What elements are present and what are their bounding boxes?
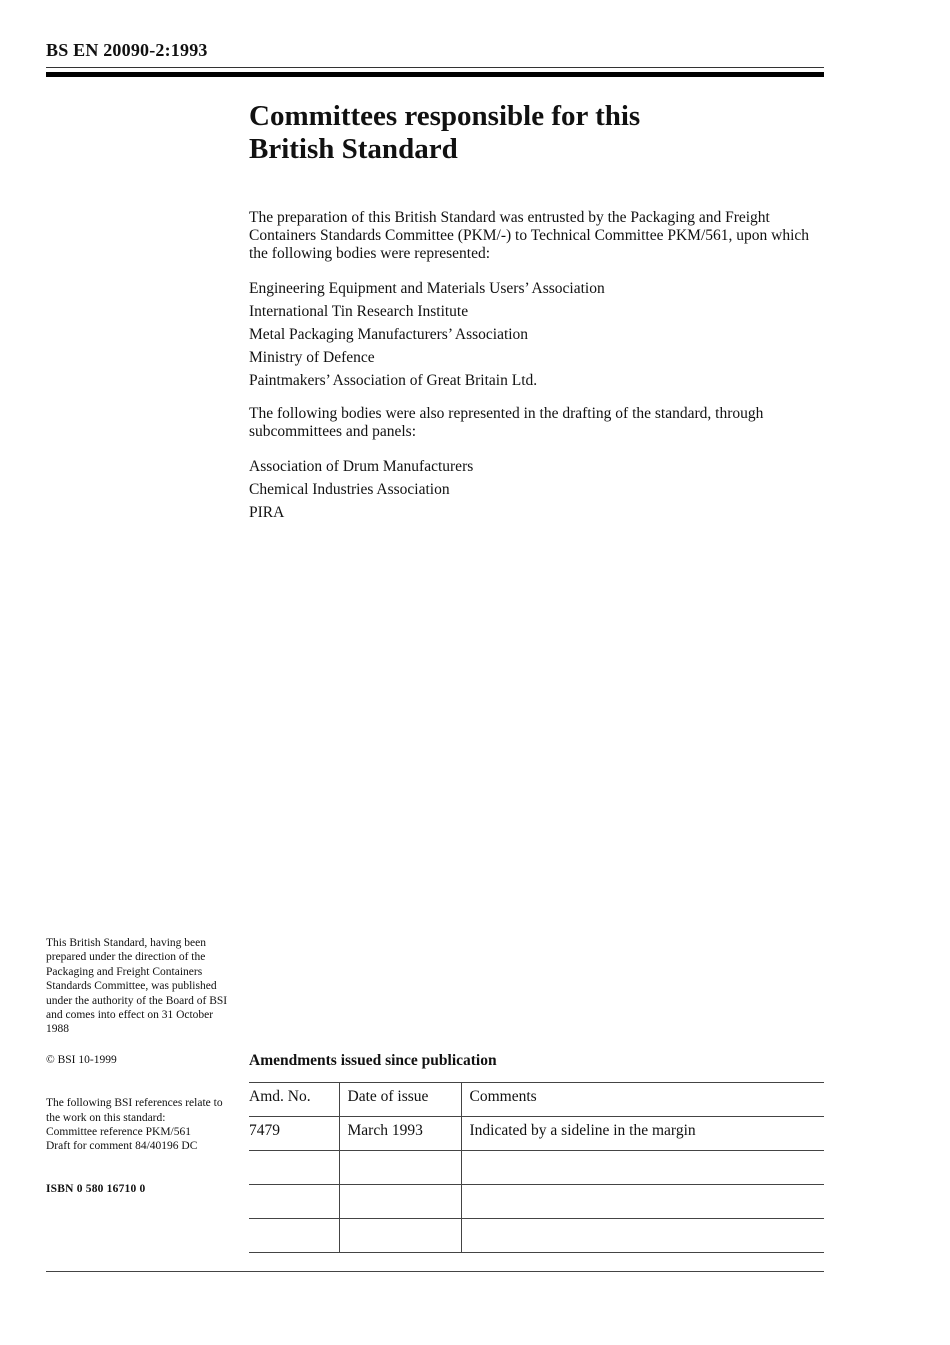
amendments-title: Amendments issued since publication <box>249 1052 497 1069</box>
list-item: Metal Packaging Manufacturers’ Association <box>249 326 529 343</box>
header-rule-thick <box>46 72 824 77</box>
amd-no-cell <box>249 1185 339 1219</box>
column-header-comments: Comments <box>461 1083 824 1117</box>
table-header-row <box>249 1083 824 1117</box>
list-item: International Tin Research Institute <box>249 303 469 320</box>
bsi-references <box>46 1096 236 1154</box>
comments-cell <box>461 1151 824 1185</box>
comments-cell <box>461 1185 824 1219</box>
column-header-amd-no: Amd. No. <box>249 1083 339 1117</box>
date-cell <box>339 1185 461 1219</box>
also-represented-list <box>249 455 827 524</box>
comments-cell <box>461 1219 824 1253</box>
amendments-table <box>249 1082 824 1253</box>
page-title <box>249 100 824 166</box>
date-cell <box>339 1151 461 1185</box>
column-header-date: Date of issue <box>339 1083 461 1117</box>
list-item: Paintmakers’ Association of Great Britain Ltd. <box>249 372 538 389</box>
table-row <box>249 1117 824 1151</box>
table-row <box>249 1151 824 1185</box>
date-cell <box>339 1219 461 1253</box>
also-represented-paragraph: The following bodies were also represented in the drafting of the standard, through subcommittees and panels: <box>249 405 764 440</box>
committee-text <box>249 209 827 537</box>
list-item: Chemical Industries Association <box>249 481 450 498</box>
draft-reference: Draft for comment 84/40196 DC <box>46 1140 198 1153</box>
list-item: Engineering Equipment and Materials Users’ Association <box>249 280 605 297</box>
intro-paragraph: The preparation of this British Standard was entrusted by the Packaging and Freight Containers Standards Committee (PKM/-) to Technical Committee PKM/561, upon which the following bodies were represented: <box>249 209 810 262</box>
table-row <box>249 1219 824 1253</box>
list-item: Association of Drum Manufacturers <box>249 458 474 475</box>
list-item: PIRA <box>249 504 285 521</box>
committee-reference: Committee reference PKM/561 <box>46 1126 191 1139</box>
isbn: ISBN 0 580 16710 0 <box>46 1182 146 1195</box>
amd-no-cell: 7479 <box>249 1117 339 1151</box>
page-title-line-2: British Standard <box>249 133 458 165</box>
publication-note: This British Standard, having been prepared under the direction of the Packaging and Freight Containers Standards Committee, was published under the authority of the Board of BSI and comes into effect on 31 October 1988 <box>46 937 228 1036</box>
comments-cell: Indicated by a sideline in the margin <box>461 1117 824 1151</box>
date-cell: March 1993 <box>339 1117 461 1151</box>
footer-rule <box>46 1271 824 1272</box>
sidebar-notes <box>46 936 236 1196</box>
represented-bodies-list <box>249 277 827 392</box>
amd-no-cell <box>249 1151 339 1185</box>
table-row <box>249 1185 824 1219</box>
page-title-line-1: Committees responsible for this <box>249 100 641 132</box>
amd-no-cell <box>249 1219 339 1253</box>
list-item: Ministry of Defence <box>249 349 375 366</box>
copyright-notice: © BSI 10-1999 <box>46 1053 117 1066</box>
references-note: The following BSI references relate to the work on this standard: <box>46 1097 223 1124</box>
header-rule-thin <box>46 67 824 68</box>
document-id: BS EN 20090-2:1993 <box>46 40 208 60</box>
